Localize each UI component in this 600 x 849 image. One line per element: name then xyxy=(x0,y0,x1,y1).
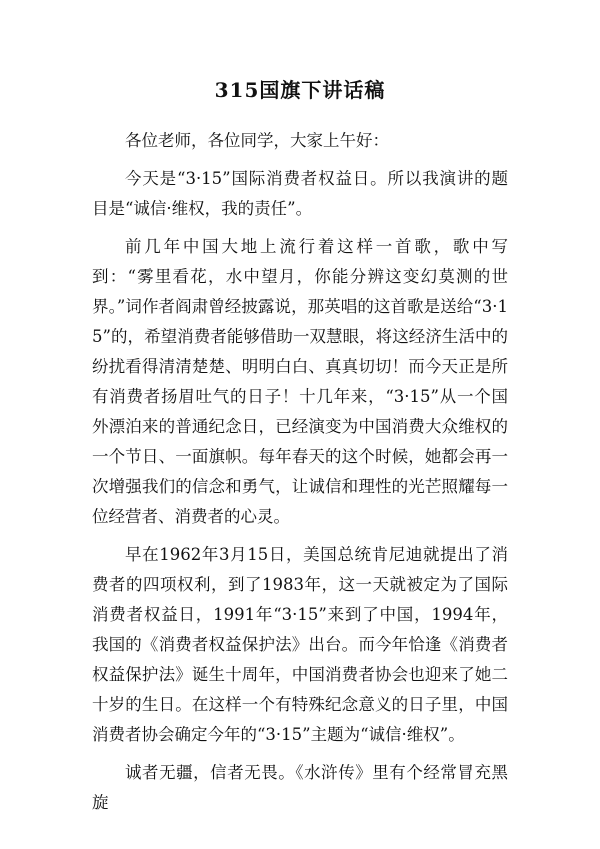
paragraph-song: 前几年中国大地上流行着这样一首歌，歌中写到：“雾里看花，水中望月，你能分辨这变幻莫测的世界。”词作者阎肃曾经披露说，那英唱的这首歌是送给“3·15”的，希望消费者能够借助一双慧眼，将这经济生活中的纷扰看得清清楚楚、明明白白、真真切切！而今天正是所有消费者扬眉吐气的日子！十几年来，“3·15”从一个国外漂泊来的普通纪念日，已经演变为中国消费大众维权的一个节日、一面旗帜。每年春天的这个时候，她都会再一次增强我们的信念和勇气，让诚信和理性的光芒照耀每一位经营者、消费者的心灵。 xyxy=(92,237,508,526)
paragraph-honesty: 诚者无疆，信者无畏。《水浒传》里有个经常冒充黑旋 xyxy=(92,763,508,812)
document-title: 315国旗下讲话稿 xyxy=(214,78,386,102)
paragraph-greeting: 各位老师，各位同学，大家上午好： xyxy=(125,131,389,150)
paragraph-topic: 今天是“3·15”国际消费者权益日。所以我演讲的题目是“诚信·维权，我的责任”。 xyxy=(92,169,508,218)
document-body xyxy=(92,126,508,818)
paragraph-history: 早在1962年3月15日，美国总统肯尼迪就提出了消费者的四项权利，到了1983年，这一天就被定为了国际消费者权益日，1991年“3·15”来到了中国，1994年，我国的《消费者权益保护法》出台。而今年恰逢《消费者权益保护法》诞生十周年，中国消费者协会也迎来了她二十岁的生日。在这样一个有特殊纪念意义的日子里，中国消费者协会确定今年的“3·15”主题为“诚信·维权”。 xyxy=(92,545,508,744)
